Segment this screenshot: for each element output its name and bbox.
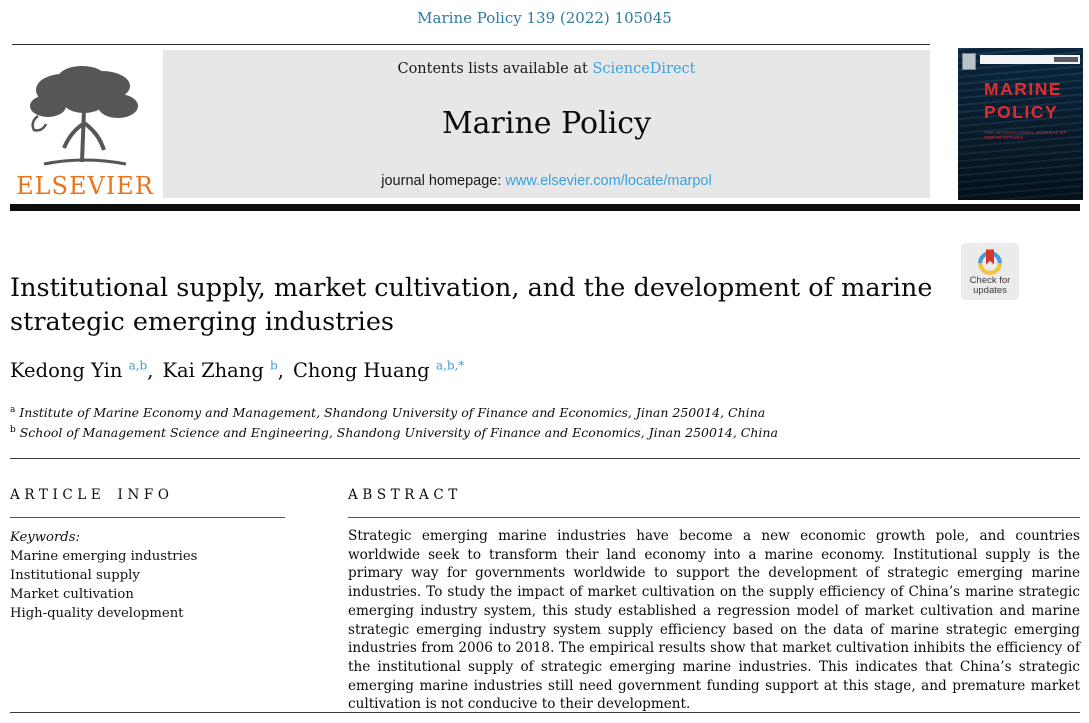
journal-title: Marine Policy	[441, 106, 652, 141]
contents-prefix: Contents lists available at	[397, 61, 593, 77]
cover-emblem-icon	[962, 53, 976, 70]
keywords-block	[10, 528, 310, 623]
crossmark-icon	[975, 247, 1005, 275]
affiliation-sup: b	[10, 424, 16, 435]
elsevier-logo	[10, 52, 160, 198]
cover-subtitle: THE INTERNATIONAL JOURNAL OF OCEAN AFFAIRS	[984, 130, 1067, 140]
author	[162, 359, 284, 382]
author-name: Kedong Yin	[10, 358, 123, 382]
author-list	[10, 358, 473, 382]
badge-label-line1: Check for	[969, 274, 1011, 286]
check-for-updates-badge[interactable]	[961, 243, 1019, 300]
homepage-url-link[interactable]: www.elsevier.com/locate/marpol	[505, 173, 712, 189]
journal-header-band	[163, 50, 930, 198]
affiliation	[10, 422, 778, 442]
cover-top-bar	[980, 55, 1080, 64]
elsevier-wordmark: ELSEVIER	[16, 172, 154, 200]
article-title	[10, 271, 955, 339]
keyword-item: High-quality development	[10, 606, 184, 621]
author-affiliation-sup: a,b,*	[435, 358, 465, 372]
cover-title-line1: MARINE	[984, 79, 1063, 99]
author-separator: ,	[147, 358, 154, 382]
author-name: Chong Huang	[292, 358, 430, 382]
article-title-line1: Institutional supply, market cultivation, and the development of marine	[10, 273, 933, 303]
keywords-label: Keywords:	[10, 530, 80, 545]
author	[10, 359, 153, 382]
affiliation-sup: a	[10, 405, 16, 415]
elsevier-tree-icon	[24, 64, 146, 172]
top-divider	[12, 44, 930, 45]
author-separator: ,	[277, 358, 284, 382]
abstract-underline	[348, 517, 1080, 518]
homepage-prefix: journal homepage:	[381, 173, 506, 189]
author-affiliation-sup: b	[270, 358, 278, 372]
bottom-divider	[10, 712, 1080, 713]
keyword-item: Institutional supply	[10, 568, 140, 583]
author-affiliation-sup: a,b	[128, 358, 148, 372]
journal-citation-header: Marine Policy 139 (2022) 105045	[417, 9, 672, 27]
sciencedirect-link[interactable]: ScienceDirect	[592, 61, 696, 77]
affiliation-list	[10, 402, 778, 441]
keyword-item: Market cultivation	[10, 587, 134, 602]
affiliation	[10, 402, 778, 422]
keyword-item: Marine emerging industries	[10, 549, 198, 564]
journal-cover-thumbnail[interactable]	[958, 48, 1083, 200]
badge-label-line2: updates	[973, 285, 1007, 296]
cover-title	[984, 78, 1062, 124]
author-name: Kai Zhang	[162, 358, 264, 382]
cover-issn-block	[1054, 57, 1078, 62]
header-thick-rule	[10, 204, 1080, 211]
article-info-underline	[10, 517, 285, 518]
abstract-text: Strategic emerging marine industries have become a new economic growth pole, and countries worldwide seek to transform their land economy into a marine economy. Institutional supply is the primary way for governments worldwide to support the development of strategic emerging marine industries. To study the impact of market cultivation on the supply efficiency of China’s marine strategic emerging industry system, this study established a regression model of market cultivation and marine strategic emerging industry system supply efficiency based on the data of marine strategic emerging industries from 2006 to 2018. The empirical results show that market cultivation inhibits the efficiency of the institutional supply of strategic emerging marine industries. This indicates that China’s strategic emerging marine industries still need government funding support at this stage, and premature market cultivation is not conducive to their development.	[348, 528, 1080, 713]
badge-label	[970, 276, 1011, 297]
affiliation-text: School of Management Science and Engineering, Shandong University of Finance and Economics, Jinan 250014, China	[15, 424, 778, 440]
article-info-heading: ARTICLE INFO	[10, 487, 174, 503]
section-top-divider	[10, 458, 1080, 459]
affiliation-text: Institute of Marine Economy and Management, Shandong University of Finance and Economics, Jinan 250014, China	[15, 405, 766, 421]
author	[293, 359, 464, 382]
cover-title-line2: POLICY	[984, 102, 1059, 122]
contents-line	[163, 61, 930, 77]
article-title-line2: strategic emerging industries	[10, 307, 394, 337]
abstract-heading: ABSTRACT	[348, 487, 462, 503]
homepage-line	[163, 173, 930, 189]
